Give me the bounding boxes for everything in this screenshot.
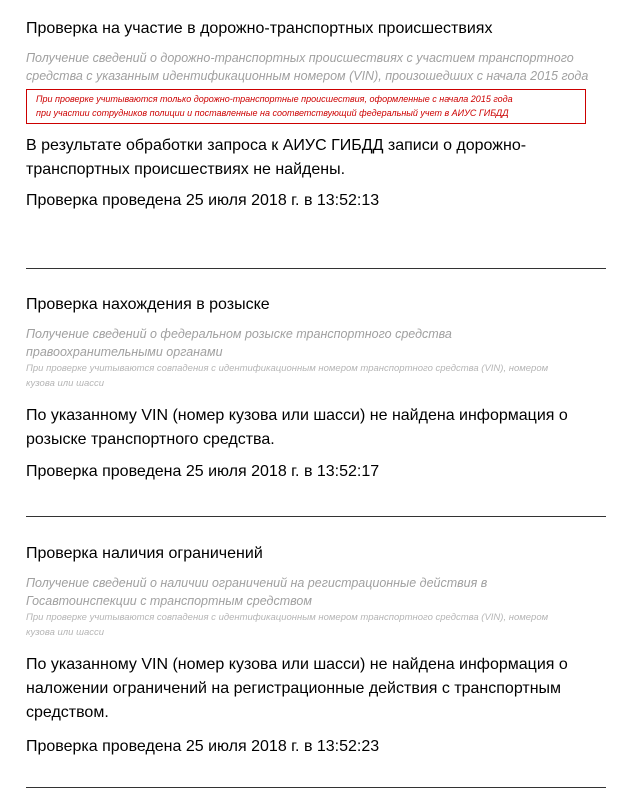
section-description-line: Получение сведений о наличии ограничений на регистрационные действия в [26,576,488,590]
check-result-line: розыске транспортного средства. [26,431,275,448]
check-result-line: По указанному VIN (номер кузова или шасси) не найдена информация о [26,656,568,673]
check-timestamp: Проверка проведена 25 июля 2018 г. в 13:52:17 [26,463,380,480]
check-result-line: наложении ограничений на регистрационные действия с транспортным [26,680,562,697]
section-title: Проверка нахождения в розыске [26,296,270,313]
wanted-check-section [26,295,606,482]
section-title: Проверка наличия ограничений [26,545,263,562]
section-title: Проверка на участие в дорожно-транспортных происшествиях [26,20,493,37]
check-result [26,134,606,182]
warning-note [26,89,586,124]
restrictions-check-section [26,544,606,757]
info-note-line: При проверке учитываются совпадения с идентификационным номером транспортного средства (VIN), номером [26,612,549,623]
check-timestamp: Проверка проведена 25 июля 2018 г. в 13:52:13 [26,192,380,209]
accident-check-section [26,19,606,211]
section-divider [26,268,606,269]
info-note-line: кузова или шасси [26,378,105,389]
info-note [26,361,606,391]
check-result-line: средством. [26,704,109,721]
section-description-line: правоохранительными органами [26,345,223,359]
section-description [26,325,606,361]
check-result-line: транспортных происшествиях не найдены. [26,161,346,178]
info-note-line: кузова или шасси [26,627,105,638]
warning-note-line: при участии сотрудников полиции и поставленные на соответствующий федеральный учет в АИУС ГИБДД [36,108,509,118]
info-note [26,610,606,640]
section-divider [26,516,606,517]
warning-note-line: При проверке учитываются только дорожно-транспортные происшествия, оформленные с начала 2015 года [36,94,513,104]
check-timestamp: Проверка проведена 25 июля 2018 г. в 13:52:23 [26,738,380,755]
section-description-line: Получение сведений о федеральном розыске транспортного средства [26,327,452,341]
section-description [26,574,606,610]
check-result [26,404,606,452]
check-result-line: По указанному VIN (номер кузова или шасси) не найдена информация о [26,407,568,424]
section-description: Получение сведений о дорожно-транспортных происшествиях с участием транспортного средства с указанным идентификационным номером (VIN), произошедших с начала 2015 года [26,51,589,83]
section-description-line: Госавтоинспекции с транспортным средством [26,594,312,608]
section-divider [26,787,606,788]
check-result-line: В результате обработки запроса к АИУС ГИБДД записи о дорожно- [26,137,527,154]
check-result [26,653,606,725]
info-note-line: При проверке учитываются совпадения с идентификационным номером транспортного средства (VIN), номером [26,363,549,374]
